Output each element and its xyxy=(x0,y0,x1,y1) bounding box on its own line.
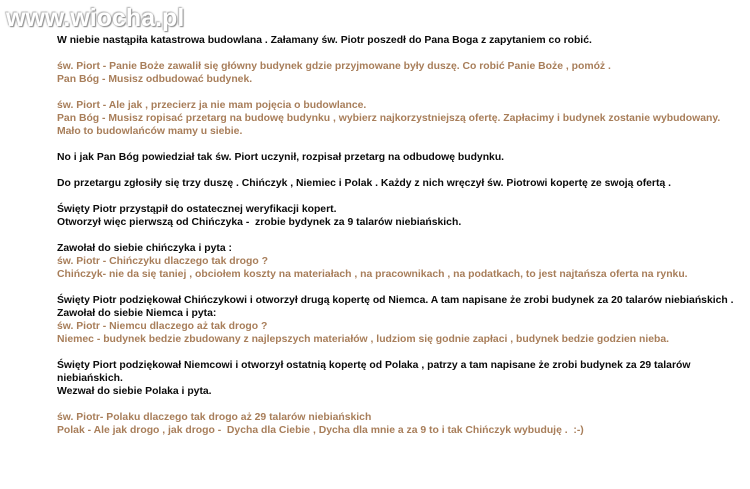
paragraph-gap xyxy=(57,138,727,151)
site-watermark-logo: www.wiocha.pl xyxy=(6,4,185,32)
paragraph-gap xyxy=(57,190,727,203)
narration-line: Otworzył więc pierwszą od Chińczyka - zrobie bydynek za 9 talarów niebiańskich. xyxy=(57,217,462,228)
narration-line: No i jak Pan Bóg powiedział tak św. Piort uczynił, rozpisał przetarg na odbudowę budynku. xyxy=(57,152,505,163)
dialogue-line: Niemec - budynek bedzie zbudowany z najlepszych materiałów , ludziom się godnie zapłaci , budynek bedzie godzien nieba. xyxy=(57,334,670,345)
paragraph-gap xyxy=(57,229,727,242)
narration-line: Święty Piotr przystąpił do ostatecznej weryfikacji kopert. xyxy=(57,204,337,215)
narration-line: Do przetargu zgłosiły się trzy duszę . Chińczyk , Niemiec i Polak . Każdy z nich wręczył św. Piotrowi kopertę ze swoją ofertą . xyxy=(57,178,671,189)
narration-line: Zawołał do siebie chińczyka i pyta : xyxy=(57,243,232,254)
narration-line: Zawołał do siebie Niemca i pyta: xyxy=(57,308,217,319)
dialogue-line: św. Piotr - Chińczyku dlaczego tak drogo ? xyxy=(57,256,268,267)
dialogue-line: Polak - Ale jak drogo , jak drogo - Dycha dla Ciebie , Dycha dla mnie a za 9 to i tak Chińczyk wybuduję . :-) xyxy=(57,425,584,436)
narration-line: W niebie nastąpiła katastrowa budowlana . Załamany św. Piotr poszedł do Pana Boga z zapytaniem co robić. xyxy=(57,35,592,46)
dialogue-line: św. Piort - Ale jak , przecierz ja nie mam pojęcia o budowlance. xyxy=(57,100,367,111)
dialogue-line: Pan Bóg - Musisz ropisać przetarg na budowę budynku , wybierz najkorzystniejszą ofertę. Zapłacimy i budynek zostanie wybudowany. Mało to budowlańców mamy u siebie. xyxy=(57,113,721,137)
dialogue-line: Chińczyk- nie da się taniej , obciołem koszty na materiałach , na pracownikach , na podatkach, to jest najtańsza oferta na rynku. xyxy=(57,269,688,280)
paragraph-gap xyxy=(57,281,727,294)
dialogue-line: Pan Bóg - Musisz odbudować budynek. xyxy=(57,74,253,85)
dialogue-line: św. Piort - Panie Boże zawalił się główny budynek gdzie przyjmowane były duszę. Co robić Panie Boże , pomóż . xyxy=(57,61,611,72)
paragraph-gap xyxy=(57,47,727,60)
paragraph-gap xyxy=(57,398,727,411)
paragraph-gap xyxy=(57,86,727,99)
dialogue-line: św. Piotr - Niemcu dlaczego aż tak drogo ? xyxy=(57,321,268,332)
narration-line: Święty Piotr podziękował Chińczykowi i otworzył drugą kopertę od Niemca. A tam napisane że zrobi budynek za 20 talarów niebiańskich . xyxy=(57,295,734,306)
paragraph-gap xyxy=(57,346,727,359)
joke-document xyxy=(57,34,734,437)
narration-line: Święty Piort podziękował Niemcowi i otworzył ostatnią kopertę od Polaka , patrzy a tam napisane że zrobi budynek za 29 talarów niebiańskich. xyxy=(57,360,691,384)
dialogue-line: św. Piotr- Polaku dlaczego tak drogo aż 29 talarów niebiańskich xyxy=(57,412,372,423)
narration-line: Wezwał do siebie Polaka i pyta. xyxy=(57,386,212,397)
paragraph-gap xyxy=(57,164,727,177)
